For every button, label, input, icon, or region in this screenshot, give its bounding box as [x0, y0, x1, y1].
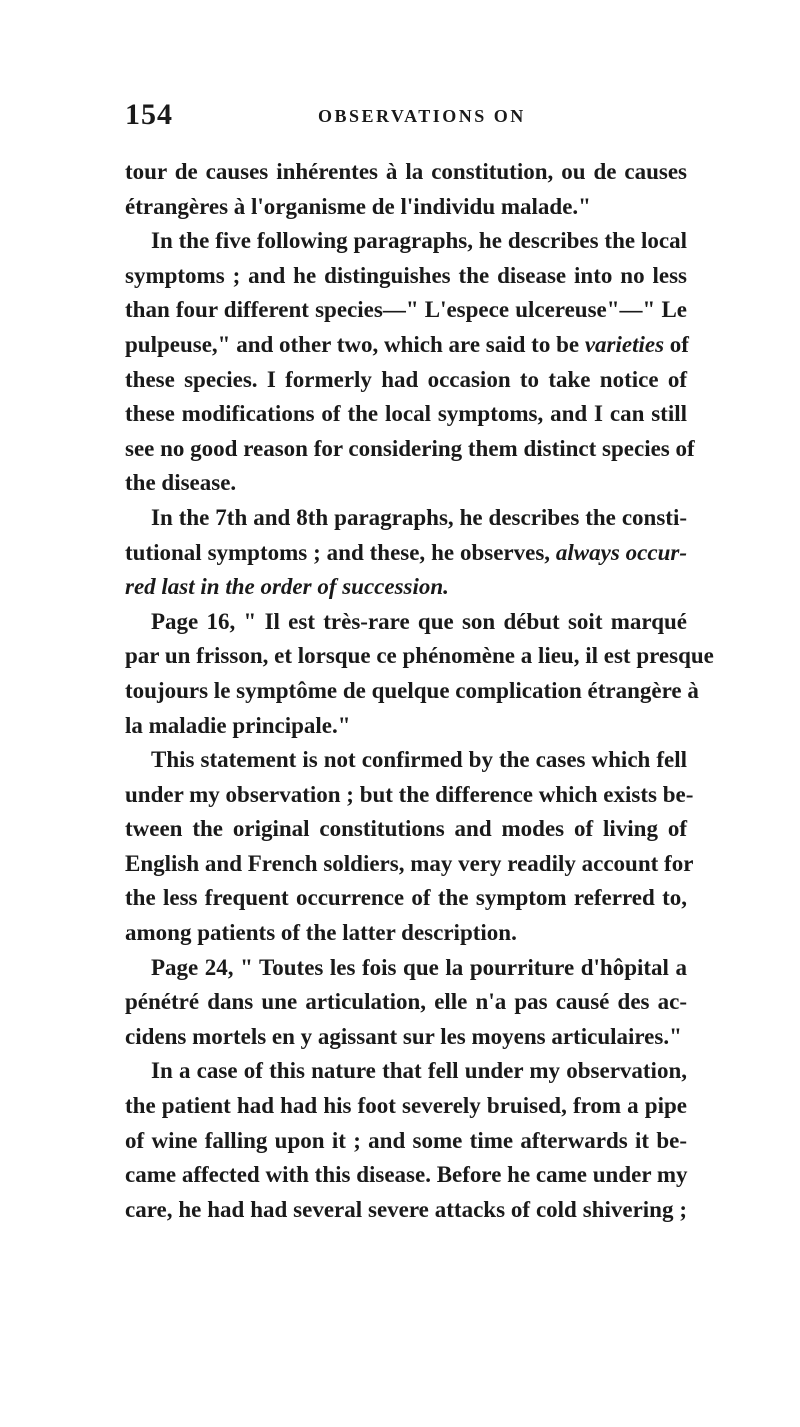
- text-line-plain: par un frisson, et lorsque ce phénomène a lieu, il est presque: [125, 643, 714, 669]
- text-line: [125, 743, 687, 778]
- text-line-plain: Page 16, " Il est très-rare que son début soit marqué: [151, 608, 687, 634]
- text-line-plain: In the 7th and 8th paragraphs, he describes the consti-: [151, 504, 687, 530]
- text-line-italic: red last in the order of succession.: [125, 574, 449, 600]
- text-line-plain: pulpeuse," and other two, which are said to be: [125, 331, 585, 357]
- text-line-plain: symptoms ; and he distinguishes the disease into no less: [125, 262, 687, 288]
- text-line: [125, 847, 694, 882]
- text-line-plain: la maladie principale.": [125, 712, 351, 738]
- text-line-plain: came affected with this disease. Before he came under my: [125, 1162, 688, 1188]
- text-line-italic: always occur-: [555, 539, 687, 565]
- text-line: [125, 881, 687, 916]
- text-line-plain: étrangères à l'organisme de l'individu malade.": [125, 193, 591, 219]
- text-line: [125, 709, 687, 744]
- text-line: [125, 985, 687, 1020]
- text-line-plain: This statement is not confirmed by the cases which fell: [151, 747, 687, 773]
- text-line: [125, 397, 687, 432]
- text-line-plain: tour de causes inhérentes à la constitution, ou de causes: [125, 159, 687, 184]
- text-line: [125, 293, 687, 328]
- text-line: [125, 155, 687, 190]
- text-line: [125, 639, 714, 674]
- text-line: [125, 778, 694, 813]
- text-line: [125, 1124, 687, 1159]
- text-line: [125, 259, 687, 294]
- text-line-plain: tutional symptoms ; and these, he observes,: [125, 539, 556, 565]
- body-text: [125, 155, 714, 1227]
- text-line-plain: the less frequent occurrence of the symptom referred to,: [125, 885, 687, 911]
- text-line-italic: varieties: [584, 331, 665, 357]
- text-line-plain: English and French soldiers, may very readily account for: [125, 850, 694, 876]
- text-line-plain: these species. I formerly had occasion to take notice of: [125, 366, 687, 392]
- text-line-plain: care, he had had several severe attacks of cold shivering ;: [125, 1196, 687, 1222]
- text-line-plain: toujours le symptôme de quelque complication étrangère à: [125, 677, 699, 703]
- text-line: [125, 190, 687, 225]
- text-line: [125, 466, 687, 501]
- text-line-plain: the disease.: [125, 470, 237, 496]
- text-line: [125, 916, 687, 951]
- text-line-plain: the patient had had his foot severely bruised, from a pipe: [125, 1093, 687, 1119]
- text-line: [125, 432, 695, 467]
- text-line: [125, 674, 699, 709]
- text-line-plain: under my observation ; but the difference which exists be-: [125, 781, 694, 807]
- text-line: [125, 570, 687, 605]
- running-head: OBSERVATIONS ON: [318, 106, 526, 126]
- text-line: [125, 951, 687, 986]
- text-line: [125, 1020, 687, 1055]
- text-line-plain: tween the original constitutions and modes of living of: [125, 816, 687, 842]
- text-line-plain: see no good reason for considering them distinct species of: [125, 435, 695, 461]
- text-line-plain: among patients of the latter description.: [125, 920, 517, 946]
- text-line: [125, 536, 687, 571]
- text-line-after: of: [664, 331, 689, 357]
- text-line: [125, 1193, 687, 1228]
- text-line-plain: cidens mortels en y agissant sur les moyens articulaires.": [125, 1023, 682, 1049]
- text-line: [125, 224, 687, 259]
- text-line-plain: pénétré dans une articulation, elle n'a pas causé des ac-: [125, 989, 687, 1015]
- text-line: [125, 328, 687, 363]
- text-line-plain: than four different species—" L'espece ulcereuse"—" Le: [125, 297, 687, 323]
- text-line: [125, 1158, 687, 1193]
- text-line-plain: In a case of this nature that fell under my observation,: [151, 1058, 687, 1084]
- page-number: 154: [125, 98, 173, 131]
- text-line: [125, 605, 687, 640]
- text-line-plain: of wine falling upon it ; and some time afterwards it be-: [125, 1127, 687, 1153]
- text-line: [125, 1089, 687, 1124]
- text-line: [125, 501, 687, 536]
- text-line-plain: In the five following paragraphs, he describes the local: [151, 228, 687, 254]
- text-line-plain: Page 24, " Toutes les fois que la pourriture d'hôpital a: [151, 954, 687, 980]
- text-line: [125, 812, 687, 847]
- page-header: [125, 98, 725, 138]
- text-line-plain: these modifications of the local symptoms, and I can still: [125, 401, 687, 427]
- text-line: [125, 363, 687, 398]
- text-line: [125, 1054, 687, 1089]
